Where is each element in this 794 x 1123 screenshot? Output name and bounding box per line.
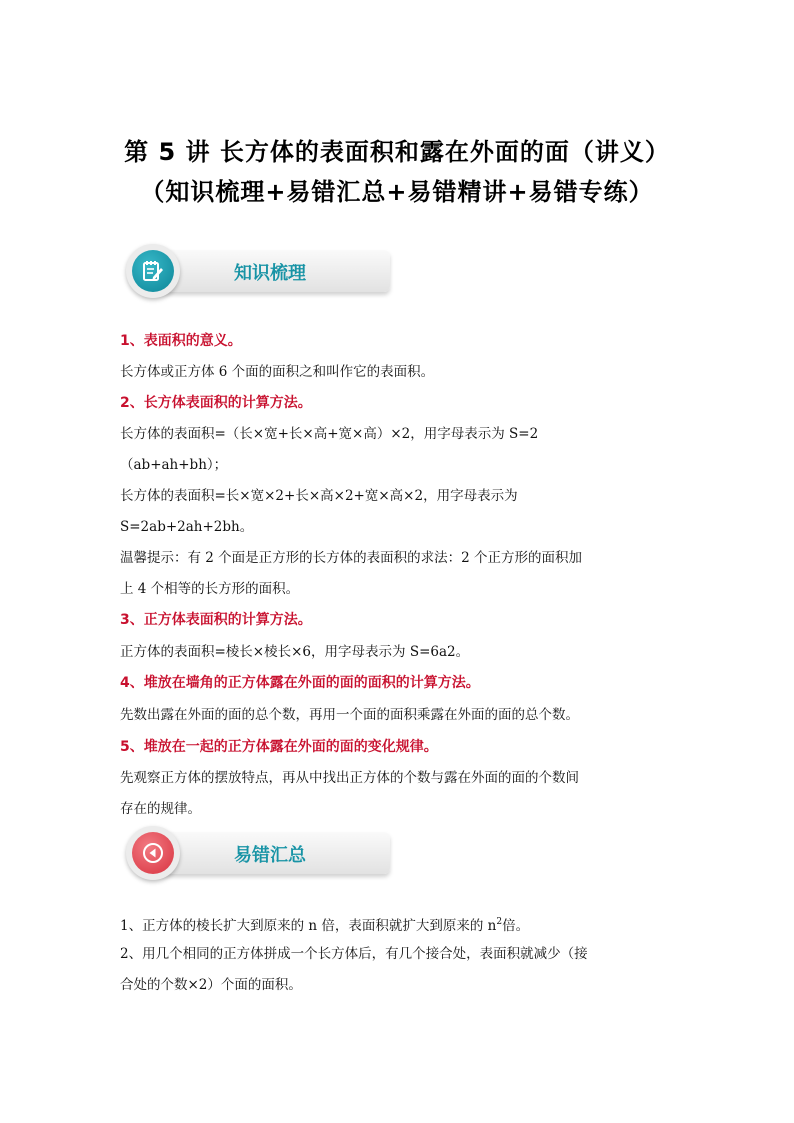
text-line: S=2ab+2ah+2bh。 bbox=[120, 519, 254, 535]
notepad-pen-icon bbox=[132, 250, 174, 292]
banner-label: 易错汇总 bbox=[234, 845, 306, 866]
section-banner-mistakes bbox=[122, 826, 392, 882]
text-line: 长方体的表面积=长×宽×2+长×高×2+宽×高×2，用字母表示为 bbox=[120, 488, 518, 504]
text-line bbox=[120, 912, 680, 936]
section-banner-knowledge bbox=[122, 244, 392, 300]
page-title: 第 5 讲 长方体的表面积和露在外面的面（讲义） bbox=[124, 138, 670, 166]
page-subtitle: （知识梳理+易错汇总+易错精讲+易错专练） bbox=[140, 178, 654, 206]
heading-4: 4、堆放在墙角的正方体露在外面的面的面积的计算方法。 bbox=[120, 675, 480, 691]
text-line: 长方体或正方体 6 个面的面积之和叫作它的表面积。 bbox=[120, 364, 435, 380]
text-line: 温馨提示：有 2 个面是正方形的长方体的表面积的求法：2 个正方形的面积加 bbox=[120, 550, 583, 566]
banner-circle bbox=[126, 244, 180, 298]
text-line: 长方体的表面积=（长×宽+长×高+宽×高）×2，用字母表示为 S=2 bbox=[120, 426, 539, 442]
superscript: 2 bbox=[496, 917, 503, 927]
heading-3: 3、正方体表面积的计算方法。 bbox=[120, 612, 312, 628]
text-line: 合处的个数×2）个面的面积。 bbox=[120, 977, 302, 993]
text-line: 存在的规律。 bbox=[120, 801, 201, 817]
text-line: 上 4 个相等的长方形的面积。 bbox=[120, 581, 300, 597]
play-back-icon bbox=[132, 832, 174, 874]
banner-label: 知识梳理 bbox=[234, 263, 306, 284]
banner-circle bbox=[126, 826, 180, 880]
text-line: 正方体的表面积=棱长×棱长×6，用字母表示为 S=6a2。 bbox=[120, 644, 470, 660]
text-part: 1、正方体的棱长扩大到原来的 n 倍，表面积就扩大到原来的 n bbox=[120, 918, 497, 934]
text-line: 先观察正方体的摆放特点，再从中找出正方体的个数与露在外面的面的个数间 bbox=[120, 770, 579, 786]
heading-2: 2、长方体表面积的计算方法。 bbox=[120, 395, 312, 411]
text-line: 2、用几个相同的正方体拼成一个长方体后，有几个接合处，表面积就减少（接 bbox=[120, 946, 588, 962]
text-line: （ab+ah+bh）； bbox=[120, 457, 228, 473]
heading-5: 5、堆放在一起的正方体露在外面的面的变化规律。 bbox=[120, 739, 438, 755]
text-line: 先数出露在外面的面的总个数，再用一个面的面积乘露在外面的面的总个数。 bbox=[120, 707, 579, 723]
heading-1: 1、表面积的意义。 bbox=[120, 333, 242, 349]
text-part: 倍。 bbox=[502, 918, 530, 934]
